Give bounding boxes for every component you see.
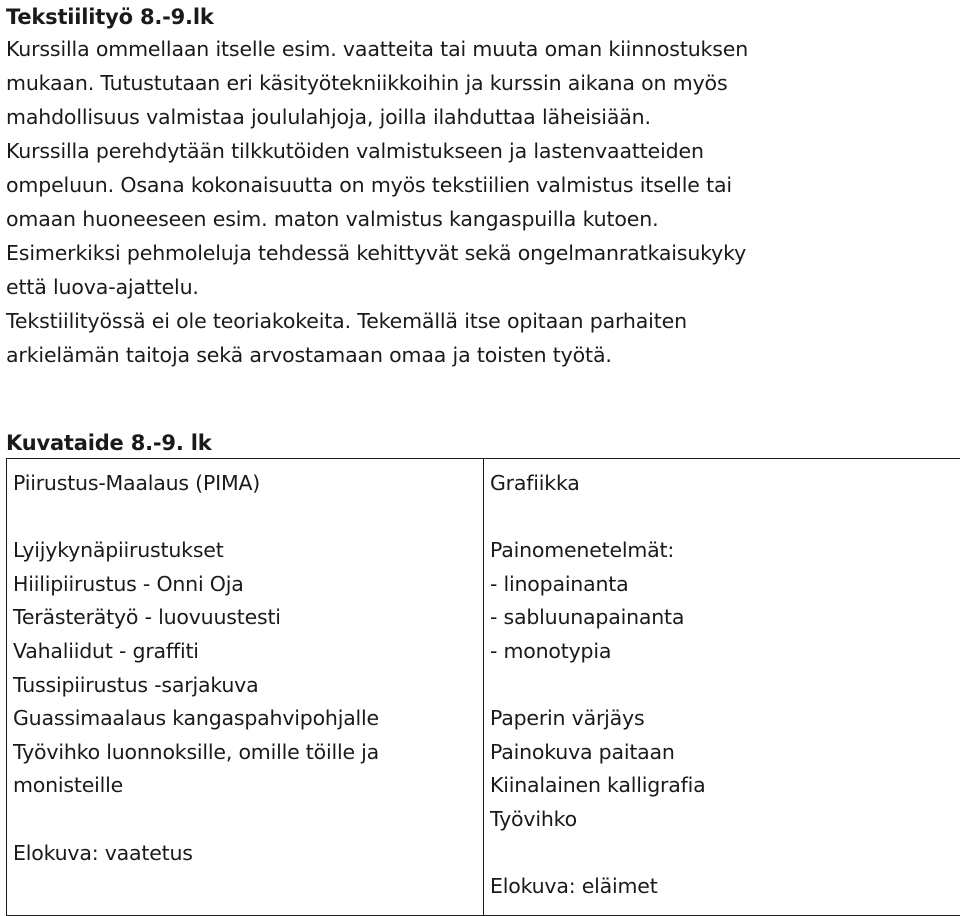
list-item: Guassimaalaus kangaspahvipohjalle <box>13 702 477 736</box>
list-item: Tussipiirustus -sarjakuva <box>13 669 477 703</box>
drawing-painting-heading: Piirustus-Maalaus (PIMA) <box>13 467 477 501</box>
document-page <box>6 0 954 372</box>
description-line: mahdollisuus valmistaa joululahjoja, joilla ilahduttaa läheisiään. <box>6 100 954 134</box>
print-methods-title: Painomenetelmät: <box>490 534 960 568</box>
description-line: Kurssilla perehdytään tilkkutöiden valmistukseen ja lastenvaatteiden <box>6 134 954 168</box>
art-course-title: Kuvataide 8.-9. lk <box>6 428 954 458</box>
table-row <box>7 459 960 916</box>
drawing-painting-cell <box>7 459 484 916</box>
list-item: Lyijykynäpiirustukset <box>13 534 477 568</box>
list-item: Terästerätyö - luovuustesti <box>13 601 477 635</box>
description-line: mukaan. Tutustutaan eri käsityötekniikkoihin ja kurssin aikana on myös <box>6 66 954 100</box>
list-item: - sabluunapainanta <box>490 601 960 635</box>
description-line: Kurssilla ommellaan itselle esim. vaatteita tai muuta oman kiinnostuksen <box>6 32 954 66</box>
list-item: Paperin värjäys <box>490 702 960 736</box>
list-item: Vahaliidut - graffiti <box>13 635 477 669</box>
textile-course-description <box>6 32 954 372</box>
description-line: Esimerkiksi pehmoleluja tehdessä kehittyvät sekä ongelmanratkaisukyky <box>6 236 954 270</box>
list-item: Kiinalainen kalligrafia <box>490 769 960 803</box>
list-item: - monotypia <box>490 635 960 669</box>
description-line: että luova-ajattelu. <box>6 270 954 304</box>
description-line: omaan huoneeseen esim. maton valmistus kangaspuilla kutoen. <box>6 202 954 236</box>
list-item: - linopainanta <box>490 568 960 602</box>
description-line: Tekstiilityössä ei ole teoriakokeita. Tekemällä itse opitaan parhaiten <box>6 304 954 338</box>
list-item: Painokuva paitaan <box>490 736 960 770</box>
list-item: monisteille <box>13 769 477 803</box>
graphics-heading: Grafiikka <box>490 467 960 501</box>
list-item: Hiilipiirustus - Onni Oja <box>13 568 477 602</box>
graphics-cell <box>484 459 960 916</box>
film-item: Elokuva: eläimet <box>490 870 960 904</box>
art-course-section <box>6 428 954 916</box>
description-line: arkielämän taitoja sekä arvostamaan omaa ja toisten työtä. <box>6 338 954 372</box>
textile-course-title: Tekstiilityö 8.-9.lk <box>6 2 954 32</box>
list-item: Työvihko <box>490 803 960 837</box>
film-item: Elokuva: vaatetus <box>13 837 477 871</box>
description-line: ompeluun. Osana kokonaisuutta on myös tekstiilien valmistus itselle tai <box>6 168 954 202</box>
art-course-table <box>6 458 960 916</box>
list-item: Työvihko luonnoksille, omille töille ja <box>13 736 477 770</box>
